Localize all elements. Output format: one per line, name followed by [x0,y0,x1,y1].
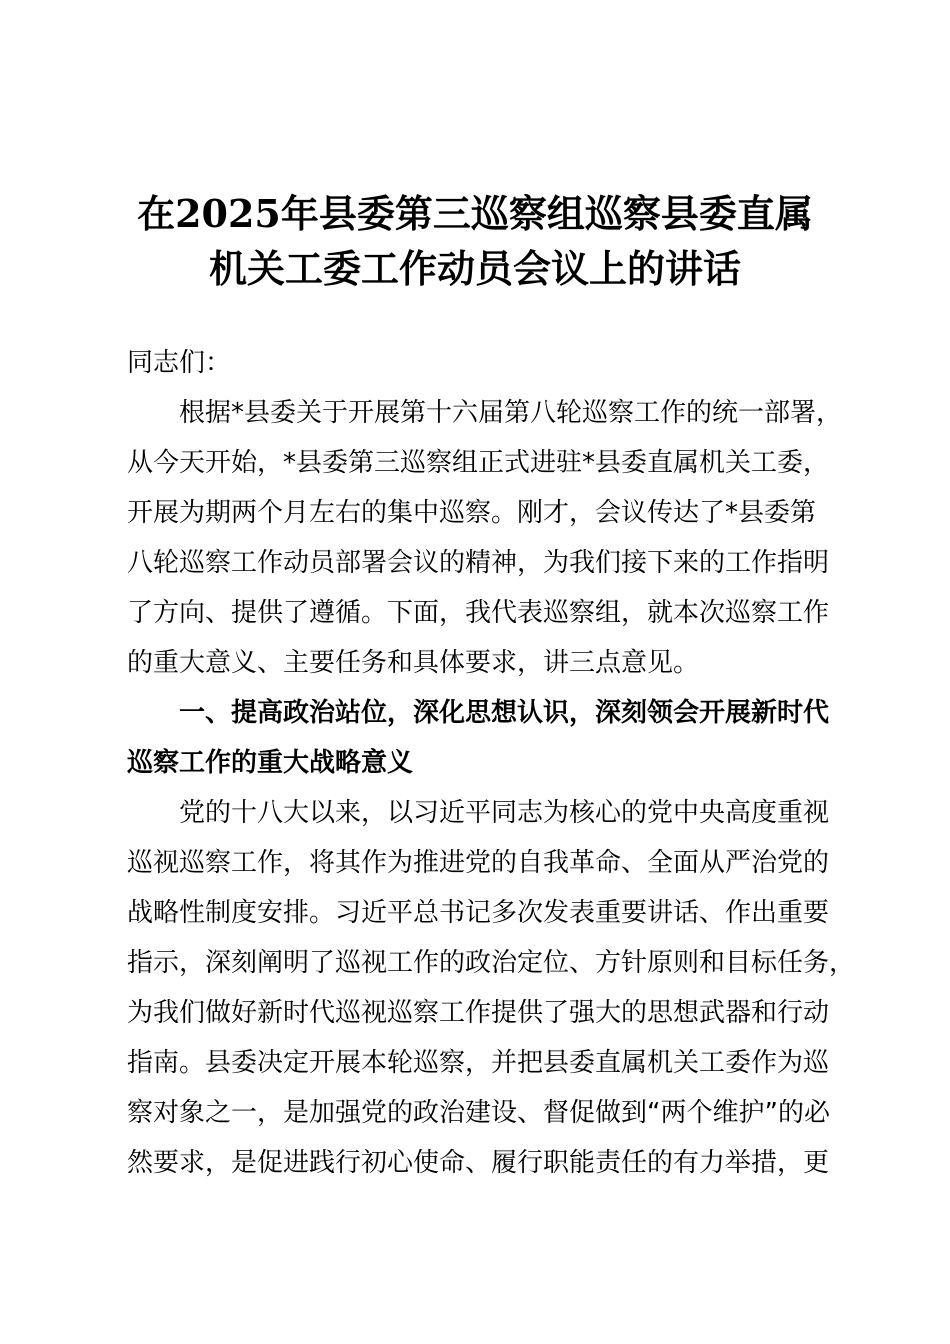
paragraph2-line: 为我们做好新时代巡视巡察工作提供了强大的思想武器和行动 [127,998,830,1028]
paragraph1-line: 的重大意义、主要任务和具体要求，讲三点意见。 [127,648,700,678]
title-line-1: 在2025年县委第三巡察组巡察县委直属 [137,191,813,236]
section-heading-1-cont: 巡察工作的重大战略意义 [127,748,414,778]
paragraph1-line: 根据*县委关于开展第十六届第八轮巡察工作的统一部署， [179,398,843,428]
paragraph1-line: 八轮巡察工作动员部署会议的精神，为我们接下来的工作指明 [127,548,830,578]
paragraph2-line: 指南。县委决定开展本轮巡察，并把县委直属机关工委作为巡 [127,1048,830,1078]
paragraph2-line: 指示，深刻阐明了巡视工作的政治定位、方针原则和目标任务， [127,948,856,978]
paragraph2-line: 战略性制度安排。习近平总书记多次发表重要讲话、作出重要 [127,898,830,928]
paragraph2-line: 巡视巡察工作，将其作为推进党的自我革命、全面从严治党的 [127,848,830,878]
paragraph2-line: 党的十八大以来，以习近平同志为核心的党中央高度重视 [179,798,830,828]
paragraph1-line: 了方向、提供了遵循。下面，我代表巡察组，就本次巡察工作 [127,598,830,628]
document-body [127,338,856,1188]
title-line-2: 机关工委工作动员会议上的讲话 [208,246,741,291]
paragraph1-line: 开展为期两个月左右的集中巡察。刚才，会议传达了*县委第 [127,498,817,528]
section-heading-1: 一、提高政治站位，深化思想认识，深刻领会开展新时代 [179,698,830,728]
paragraph2-line: 察对象之一，是加强党的政治建设、督促做到“两个维护”的必 [127,1098,830,1128]
paragraph1-line: 从今天开始，*县委第三巡察组正式进驻*县委直属机关工委， [127,448,830,478]
paragraph2-line: 然要求，是促进践行初心使命、履行职能责任的有力举措，更 [127,1148,830,1178]
document-title [100,186,850,296]
salutation: 同志们： [127,348,232,378]
